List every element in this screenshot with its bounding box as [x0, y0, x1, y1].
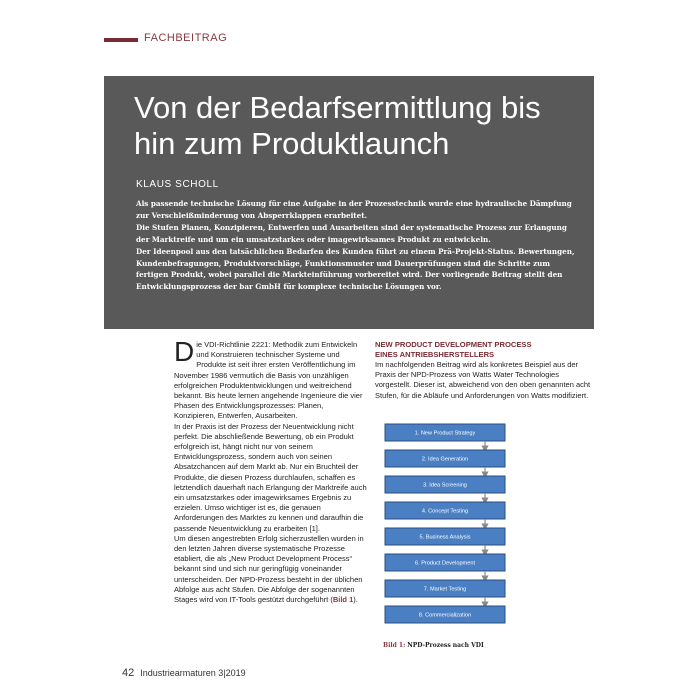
- body-text: ).: [353, 595, 358, 605]
- body-paragraph: [174, 336, 367, 422]
- stage-label: 2. Idea Generation: [421, 456, 469, 463]
- abstract-paragraph: Die Stufen Planen, Konzipieren, Entwerfen und Ausarbeiten sind der systematische Prozess zur Erlangung der Marktreife und um ein umsatzstarkes oder imagewirksames Produkt zu entwickeln.: [136, 222, 567, 244]
- abstract-paragraph: Als passende technische Lösung für eine Aufgabe in der Prozesstechnik wurde eine hydraulische Dämpfung zur Verschleißminderung von Absperrklappen erarbeitet.: [136, 199, 572, 220]
- caption-label: Bild 1:: [383, 642, 406, 649]
- stage-label: 8. Commercialization: [418, 612, 472, 619]
- right-text-column: [375, 340, 597, 401]
- stage-label: 5. Business Analysis: [419, 534, 471, 541]
- body-paragraph: In der Praxis ist der Prozess der Neuentwicklung nicht perfekt. Die abschließende Bewertung, ob ein Produkt erfolgreich ist, hängt nicht nur von seinem Entwicklungsprozess, sondern auch von seinen Absatzchancen auf dem Markt ab. Nur ein Bruchteil der Produkte, die diesen Prozess durchlaufen, schaffen es letztendlich dauerhaft nach Erlangung der Marktreife auch ein umsatzstarkes oder imagewirksames Ergebnis zu erzielen. Umso wichtiger ist es, die genauen Anforderungen des Marktes zu kennen und daraufhin die passende Neuentwicklung zu erarbeiten [1].: [174, 421, 367, 533]
- abstract-paragraph: Der Ideenpool aus den tatsächlichen Bedarfen des Kunden führt zu einem Prä-Projekt-Status. Bewertungen, Kundenbefragungen, Produktvorschläge, Funktionsmuster und Dauerprüfungen sind die Schritte zum fertigen Produkt, wobei parallel die Markteinführung vorbereitet wird. Der vorliegende Beitrag stellt den Entwicklungsprozess der bar GmbH für komplexe technische Lösungen vor.: [136, 246, 575, 292]
- abstract: [136, 198, 576, 293]
- body-paragraph: Im nachfolgenden Beitrag wird als konkretes Beispiel aus der Praxis der NPD-Prozess von Watts Water Technologies vorgestellt. Dieser ist, abweichend von den oben genannten acht Stufen, für die Abläufe und Anforderungen von Watts modifiziert.: [375, 360, 591, 400]
- page-number: 42: [122, 667, 135, 679]
- page-footer: [122, 667, 246, 679]
- stage-label: 6. Product Development: [414, 560, 476, 567]
- stage-label: 3. Idea Screening: [423, 482, 467, 489]
- figure-reference: Bild 1: [332, 595, 354, 605]
- section-accent-bar: [104, 38, 138, 42]
- drop-cap: D: [174, 336, 195, 367]
- stage-label: 1. New Product Strategy: [414, 430, 476, 437]
- body-text: Um diesen angestrebten Erfolg sicherzustellen wurden in den letzten Jahren diverse systematische Prozesse etabliert, die als „New Product Development Process“ bekannt sind und sich nur geringfügig voneinander unterscheiden. Der NPD-Prozess besteht in der üblichen Abfolge aus acht Stufen. Die Abfolge der sogenannten Stages wird von IT-Tools gestützt durchgeführt (: [174, 533, 364, 605]
- author-name: KLAUS SCHOLL: [136, 179, 219, 190]
- journal-name: Industriearmaturen 3|2019: [140, 668, 246, 678]
- title-block: [104, 76, 594, 329]
- subheading-line: EINES ANTRIEBSHERSTELLERS: [375, 350, 495, 359]
- subheading-line: NEW PRODUCT DEVELOPMENT PROCESS: [375, 340, 532, 349]
- stage-label: 4. Concept Testing: [421, 508, 469, 515]
- left-text-column: [174, 336, 367, 605]
- body-paragraph: [174, 534, 367, 605]
- body-text: ie VDI-Richtlinie 2221: Methodik zum Entwickeln und Konstruieren technischer Systeme und Produkte ist seit ihrer ersten Veröffentlichung im November 1986 vermutlich die Basis von unzähligen erfolgreichen Produktentwicklungen und weitreichend bekannt. Bis heute lernen angehende Ingenieure die vier Phasen des Entwicklungsprozesses: Planen, Konzipieren, Entwerfen, Ausarbeiten.: [174, 340, 363, 421]
- npd-process-diagram: [375, 418, 597, 638]
- article-title: Von der Bedarfsermittlung bis hin zum Produktlaunch: [134, 90, 541, 161]
- figure-caption: [383, 642, 484, 649]
- section-label: FACHBEITRAG: [144, 32, 228, 44]
- stage-label: 7. Market Testing: [423, 586, 467, 593]
- subheading: [375, 340, 597, 360]
- caption-text: NPD-Prozess nach VDI: [407, 642, 484, 649]
